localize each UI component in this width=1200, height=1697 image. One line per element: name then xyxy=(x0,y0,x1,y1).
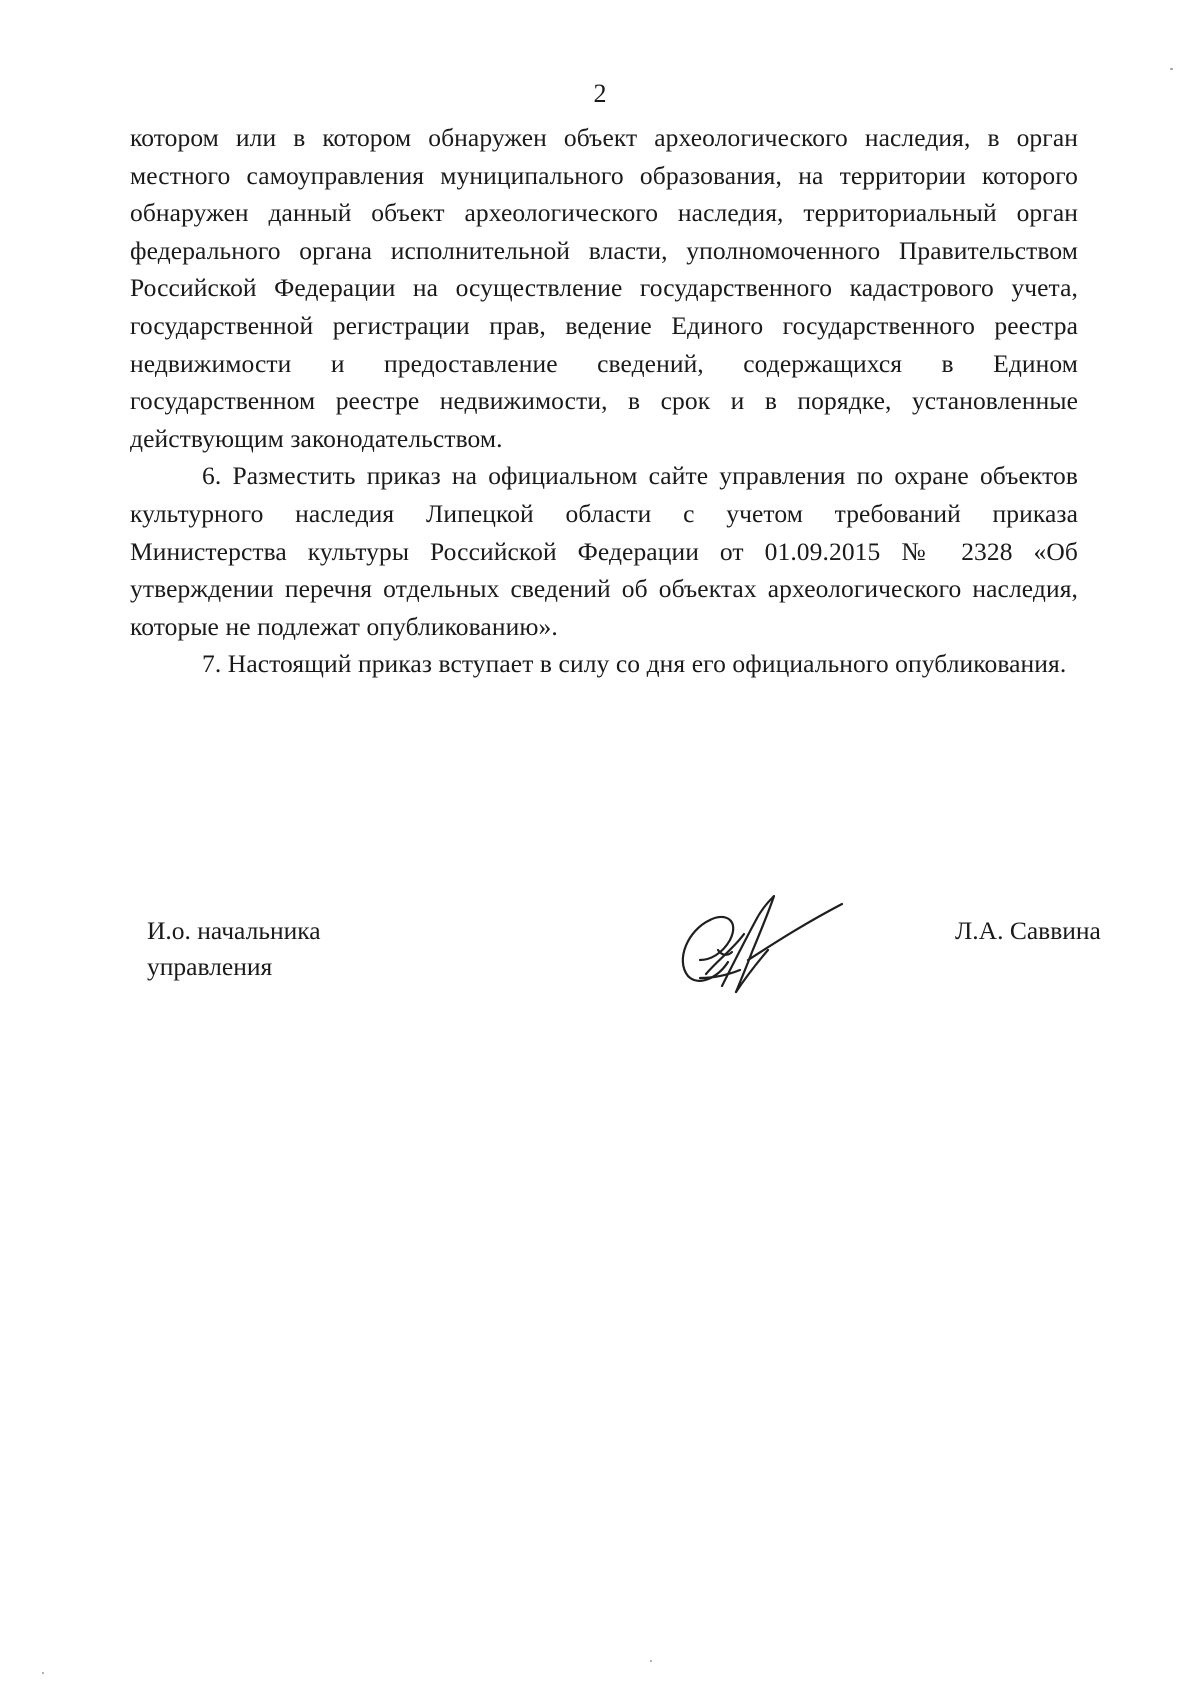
signer-position xyxy=(147,913,321,985)
text-line: обнаружен данный объект археологического наследия, территориальный орган xyxy=(130,198,1078,228)
text-line: местного самоуправления муниципального образования, на территории которого xyxy=(130,160,1078,190)
text-line: федерального органа исполнительной власти, уполномоченного Правительством xyxy=(130,235,1078,265)
text-line: 6. Разместить приказ на официальном сайте управления по охране объектов xyxy=(202,461,1078,491)
text-line: утверждении перечня отдельных сведений об объектах археологического наследия, xyxy=(130,574,1078,604)
paragraph-item-6 xyxy=(130,457,1078,645)
text-line: культурного наследия Липецкой области с учетом требований приказа xyxy=(130,498,1078,528)
signer-name: Л.А. Саввина xyxy=(955,916,1101,945)
scan-speck xyxy=(42,1672,44,1674)
paragraph-item-7 xyxy=(130,645,1078,683)
text-line: недвижимости и предоставление сведений, содержащихся в Едином xyxy=(130,348,1078,378)
paragraph-continuation xyxy=(130,119,1078,457)
text-line: котором или в котором обнаружен объект археологического наследия, в орган xyxy=(130,123,1078,152)
text-line: государственной регистрации прав, ведение Единого государственного реестра xyxy=(130,310,1078,340)
scan-speck xyxy=(650,1660,652,1662)
text-line: которые не подлежат опубликованию». xyxy=(130,611,558,641)
text-line: Министерства культуры Российской Федерации от 01.09.2015 № 2328 «Об xyxy=(130,536,1078,566)
page-number: 2 xyxy=(593,79,607,108)
text-line: Российской Федерации на осуществление государственного кадастрового учета, xyxy=(130,273,1078,303)
text-line: государственном реестре недвижимости, в срок и в порядке, установленные xyxy=(130,386,1078,416)
scan-speck xyxy=(1170,68,1173,70)
text-line: действующим законодательством. xyxy=(130,423,503,453)
signer-position-line-2: управления xyxy=(147,952,273,981)
signer-position-line-1: И.о. начальника xyxy=(147,916,321,945)
text-line: 7. Настоящий приказ вступает в силу со дня его официального опубликования. xyxy=(202,649,1067,679)
handwritten-signature xyxy=(670,890,845,1005)
document-body xyxy=(130,119,1078,683)
